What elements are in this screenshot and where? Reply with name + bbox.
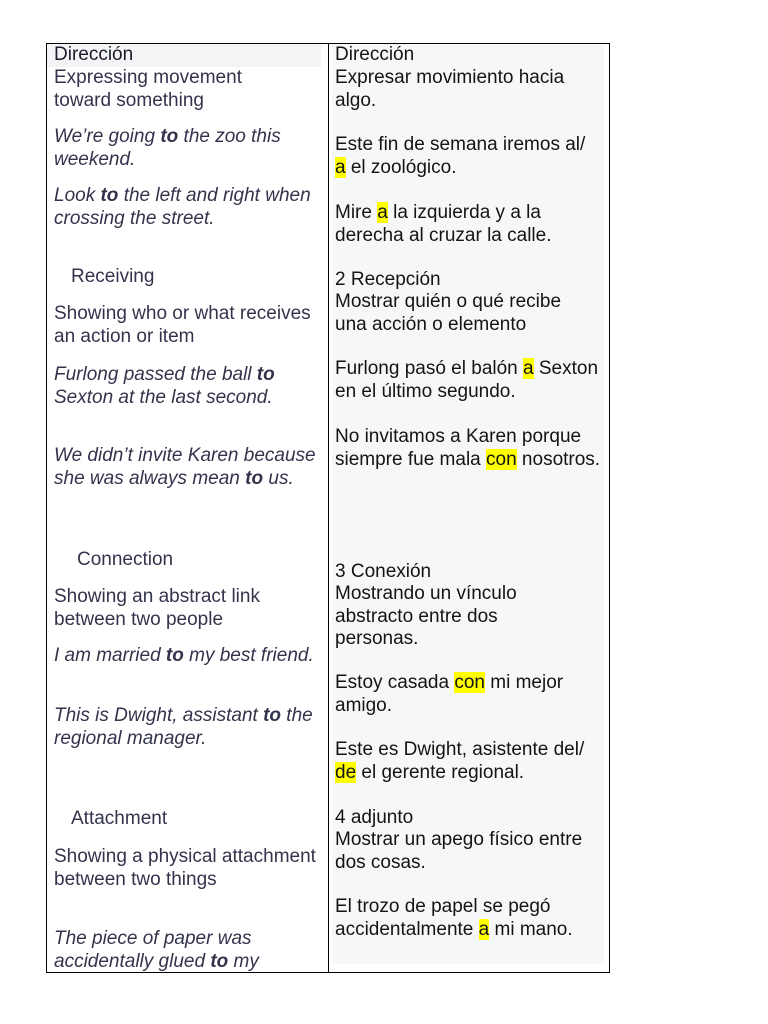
right-attachment-description: Mostrar un apego físico entre dos cosas. xyxy=(335,829,583,873)
left-direction-example-1: We’re going to the zoo this weekend. xyxy=(54,126,281,170)
right-attachment-example-1: El trozo de papel se pegó accidentalmente a mi mano. xyxy=(335,896,573,940)
right-receiving-example-1: Furlong pasó el balón a Sexton en el último segundo. xyxy=(335,358,599,402)
left-receiving-example-1: Furlong passed the ball to Sexton at the last second. xyxy=(54,364,275,408)
left-attachment-description: Showing a physical attachment between two things xyxy=(54,846,316,890)
right-receiving-description: Mostrar quién o qué recibe una acción o elemento xyxy=(335,291,562,335)
highlighted-preposition: a xyxy=(335,156,346,178)
highlighted-preposition: con xyxy=(454,672,485,693)
left-connection-example-1: I am married to my best friend. xyxy=(54,645,314,666)
left-direction-description: Expressing movement toward something xyxy=(54,67,242,111)
left-attachment-title: Attachment xyxy=(71,808,168,829)
left-receiving-description: Showing who or what receives an action or item xyxy=(54,303,311,347)
highlighted-preposition: de xyxy=(335,761,357,783)
left-receiving-example-2: We didn’t invite Karen because she was always mean to us. xyxy=(54,445,316,489)
keyword-to: to xyxy=(165,645,184,666)
right-header: Dirección xyxy=(335,44,415,65)
right-direction-example-2: Mire a la izquierda y a la derecha al cruzar la calle. xyxy=(335,202,552,246)
right-connection-description: Mostrando un vínculo abstracto entre dos personas. xyxy=(335,583,517,649)
highlighted-preposition: a xyxy=(523,358,534,379)
right-attachment-title: 4 adjunto xyxy=(335,807,414,828)
left-attachment-example-1: The piece of paper was accidentally glued to my xyxy=(54,928,259,972)
left-receiving-title: Receiving xyxy=(71,266,155,287)
left-connection-description: Showing an abstract link between two people xyxy=(54,586,260,630)
keyword-to: to xyxy=(210,950,229,972)
highlighted-preposition: a xyxy=(478,918,490,940)
right-direction-description: Expresar movimiento hacia algo. xyxy=(335,67,565,111)
keyword-to: to xyxy=(263,705,282,726)
keyword-to: to xyxy=(100,185,119,206)
keyword-to: to xyxy=(256,364,275,385)
right-receiving-title: 2 Recepción xyxy=(335,269,441,290)
keyword-to: to xyxy=(160,126,179,147)
keyword-to: to xyxy=(245,467,264,489)
right-connection-title: 3 Conexión xyxy=(335,561,432,582)
column-divider xyxy=(328,44,329,972)
translation-table xyxy=(46,43,610,973)
highlighted-preposition: a xyxy=(377,202,388,223)
right-receiving-example-2: No invitamos a Karen porque siempre fue mala con nosotros. xyxy=(335,426,601,470)
left-connection-example-2: This is Dwight, assistant to the regional manager. xyxy=(54,705,313,749)
left-direction-example-2: Look to the left and right when crossing the street. xyxy=(54,185,311,229)
highlighted-preposition: con xyxy=(486,448,517,470)
right-direction-example-1: Este fin de semana iremos al/ a el zoológico. xyxy=(335,134,586,178)
right-connection-example-2: Este es Dwight, asistente del/ de el gerente regional. xyxy=(335,739,585,783)
right-connection-example-1: Estoy casada con mi mejor amigo. xyxy=(335,672,564,716)
left-connection-title: Connection xyxy=(77,549,174,570)
left-header: Dirección xyxy=(54,44,134,65)
